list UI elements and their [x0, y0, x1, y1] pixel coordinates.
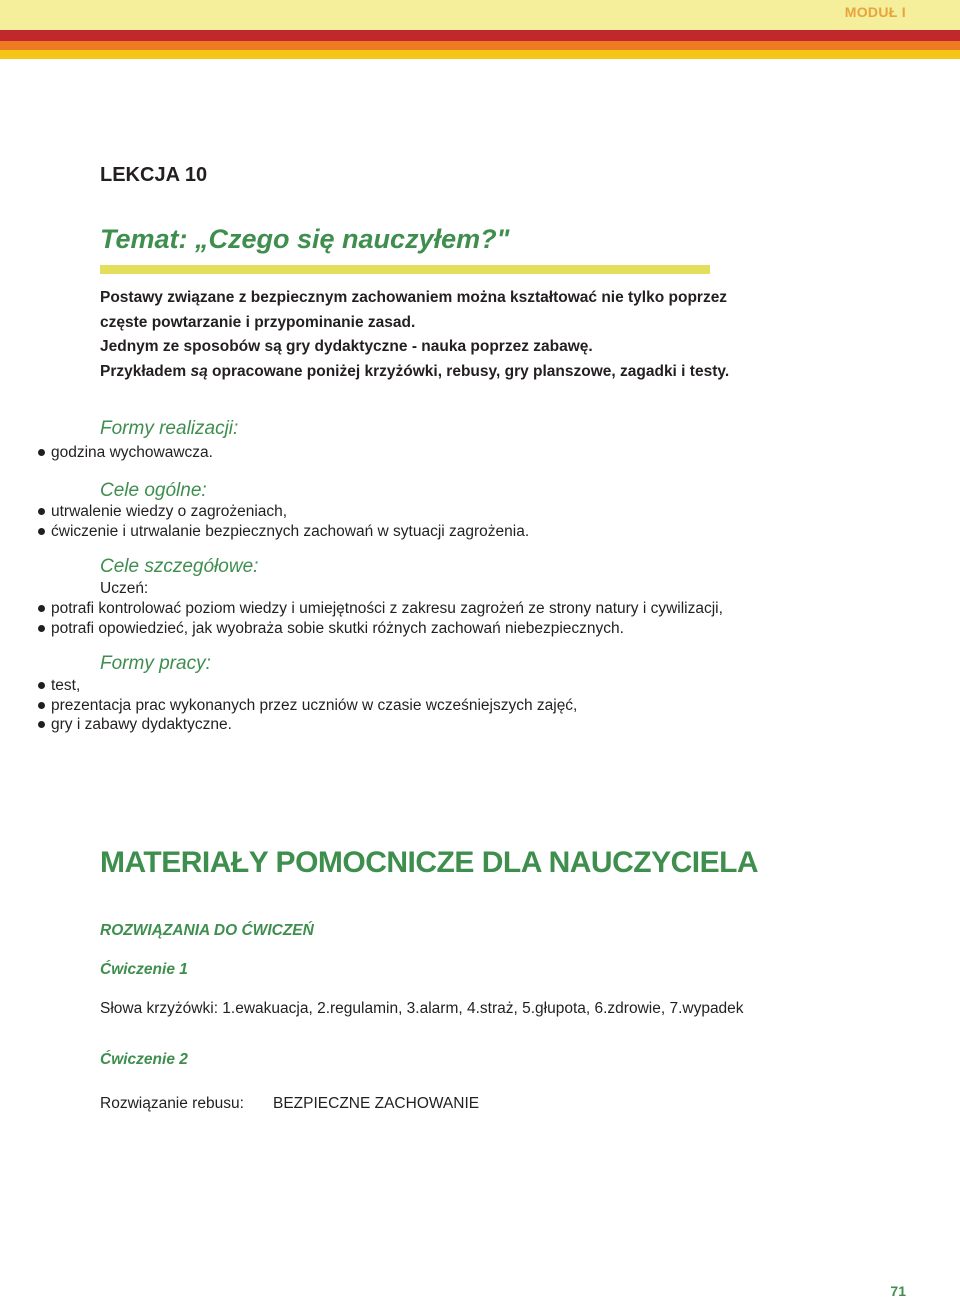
solutions-heading: ROZWIĄZANIA DO ĆWICZEŃ: [100, 922, 314, 939]
section-heading-formy-pracy: Formy pracy:: [100, 653, 211, 674]
exercise-2-answer: BEZPIECZNE ZACHOWANIE: [273, 1095, 480, 1112]
lesson-number: LEKCJA 10: [100, 164, 208, 186]
bullet-icon: [38, 625, 45, 632]
exercise-1-title: Ćwiczenie 1: [100, 961, 188, 978]
exercise-2-label: Rozwiązanie rebusu:: [100, 1095, 244, 1112]
intro-emphasis: są: [190, 362, 208, 380]
formy-pracy-list: [51, 676, 578, 735]
section-heading-cele-ogolne: Cele ogólne:: [100, 480, 207, 501]
list-item-text: utrwalenie wiedzy o zagrożeniach,: [51, 503, 288, 520]
lesson-topic: Temat: „Czego się nauczyłem?": [100, 224, 510, 254]
header-pale-band: [0, 0, 960, 30]
list-item: [0, 522, 529, 542]
exercise-2-title: Ćwiczenie 2: [100, 1051, 188, 1068]
list-item-text: potrafi opowiedzieć, jak wyobraża sobie skutki różnych zachowań niebezpiecznych.: [51, 619, 624, 637]
list-item: [0, 443, 213, 463]
page-header-bands: [0, 0, 960, 60]
materials-heading: MATERIAŁY POMOCNICZE DLA NAUCZYCIELA: [100, 846, 759, 879]
intro-line: częste powtarzanie i przypominanie zasad.: [100, 313, 416, 331]
subject-label: Uczeń:: [100, 580, 149, 597]
bullet-icon: [38, 721, 45, 728]
intro-line: [100, 360, 729, 385]
list-item-text: prezentacja prac wykonanych przez uczniów w czasie wcześniejszych zajęć,: [51, 696, 578, 714]
header-red-stripe: [0, 30, 960, 41]
intro-line: Postawy związane z bezpiecznym zachowaniem można kształtować nie tylko poprzez: [100, 289, 728, 306]
header-orange-stripe: [0, 41, 960, 50]
list-item-text: test,: [51, 677, 81, 694]
list-item: [0, 502, 529, 522]
intro-paragraph: [100, 286, 729, 384]
list-item-text: godzina wychowawcza.: [51, 444, 213, 461]
intro-line: Jednym ze sposobów są gry dydaktyczne - nauka poprzez zabawę.: [100, 338, 593, 355]
list-item-text: ćwiczenie i utrwalanie bezpiecznych zachowań w sytuacji zagrożenia.: [51, 522, 530, 540]
cele-szczegolowe-list: [51, 599, 723, 638]
list-item-text: gry i zabawy dydaktyczne.: [51, 716, 232, 733]
bullet-icon: [38, 605, 45, 612]
bullet-icon: [38, 702, 45, 709]
bullet-icon: [38, 508, 45, 515]
section-heading-formy-realizacji: Formy realizacji:: [100, 418, 239, 439]
module-label: MODUŁ I: [844, 4, 906, 20]
formy-realizacji-list: [51, 443, 213, 463]
header-yellow-stripe: [0, 50, 960, 59]
cele-ogolne-list: [51, 502, 530, 541]
page-number: 71: [890, 1283, 906, 1299]
intro-text: opracowane poniżej krzyżówki, rebusy, gry planszowe, zagadki i testy.: [207, 362, 730, 380]
intro-text: Przykładem: [100, 362, 191, 380]
list-item: [0, 696, 577, 716]
bullet-icon: [38, 682, 45, 689]
bullet-icon: [38, 449, 45, 456]
list-item-text: potrafi kontrolować poziom wiedzy i umiejętności z zakresu zagrożeń ze strony natury i cywilizacji,: [51, 600, 723, 617]
list-item: [0, 676, 577, 696]
exercise-1-answer: Słowa krzyżówki: 1.ewakuacja, 2.regulamin, 3.alarm, 4.straż, 5.głupota, 6.zdrowie, 7.wypadek: [100, 1000, 744, 1017]
list-item: [0, 599, 723, 619]
section-heading-cele-szczegolowe: Cele szczegółowe:: [100, 556, 259, 577]
list-item: [0, 715, 577, 735]
list-item: [0, 619, 723, 639]
topic-underline: [100, 265, 710, 274]
bullet-icon: [38, 528, 45, 535]
